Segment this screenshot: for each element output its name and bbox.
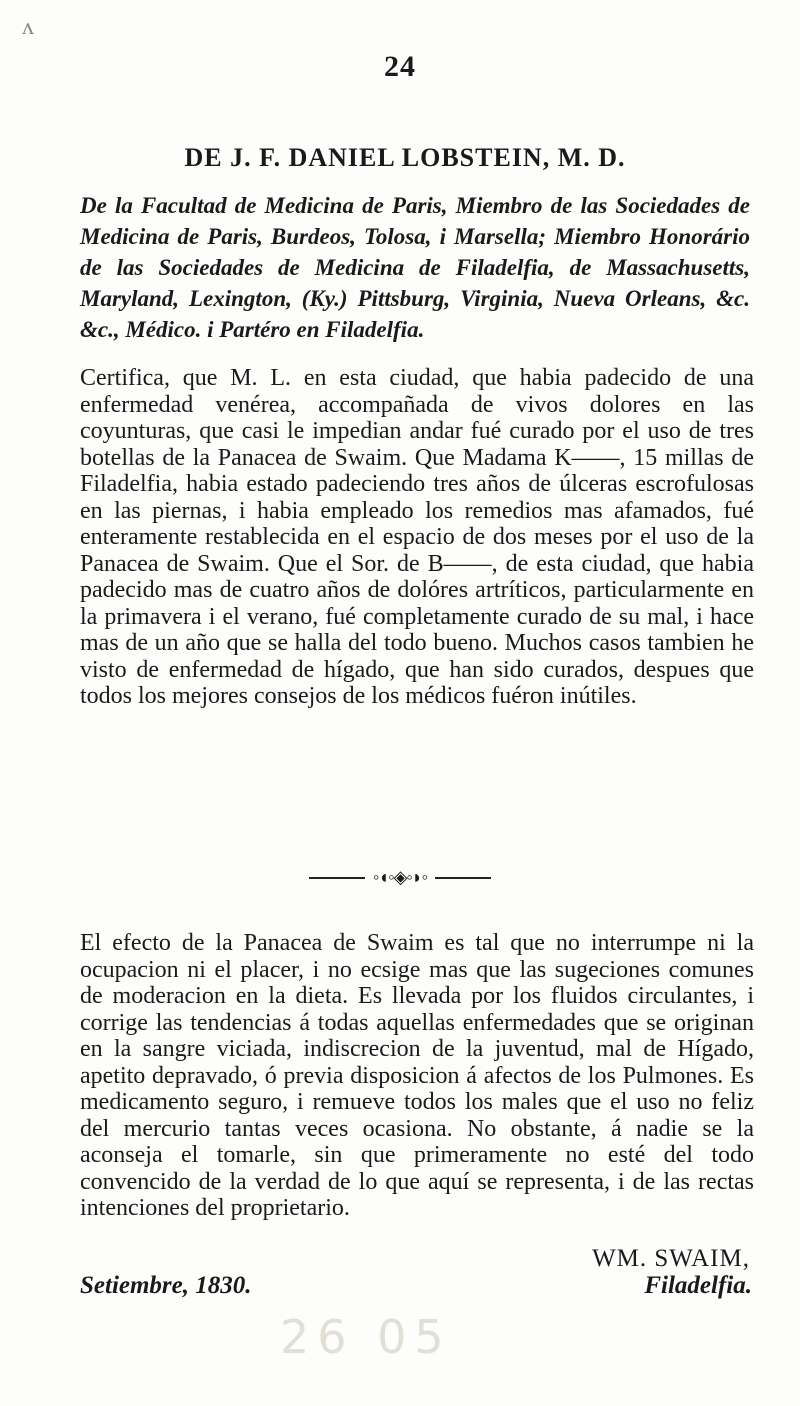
- certificate-credentials: De la Facultad de Medicina de Paris, Miembro de las Sociedades de Medicina de Paris, Burdeos, Tolosa, i Marsella; Miembro Honorário de las Sociedades de Medicina de Filadelfia, de Massachusetts, Maryland, Lexington, (Ky.) Pittsburg, Virginia, Nueva Orleans, &c. &c., Médico. i Partéro en Filadelfia.: [80, 193, 750, 342]
- corner-mark: ʌ: [22, 14, 34, 40]
- page-number: 24: [384, 50, 416, 83]
- notice-paragraph: El efecto de la Panacea de Swaim es tal que no interrumpe ni la ocupacion ni el placer, i no ecsige mas que las sugeciones comunes de moderacion en la dieta. Es llevada por los fluidos circulantes, i corrige las tendencias á todas aquellas enfermedades que se originan en la sangre viciada, indiscrecion de la juventud, mal de Hígado, apetito depravado, ó previa disposicion á afectos de los Pulmones. Es medicamento seguro, i remueve todos los males que el uso no feliz del mercurio tantas veces ocasiona. No obstante, á nadie se la aconseja el tomarle, sin que primeramente no esté del todo convencido de la verdad de lo que aquí se representa, i de las rectas intenciones del proprietario.: [80, 930, 754, 1221]
- divider-ornament: ◦◖◦◈◦◗◦: [372, 867, 428, 888]
- signer-place: Filadelfia.: [644, 1272, 752, 1299]
- date-line: Setiembre, 1830.: [80, 1272, 252, 1299]
- library-stamp: 26 05: [280, 1310, 452, 1364]
- certificate-text: Certifica, que M. L. en esta ciudad, que habia padecido de una enfermedad venérea, accompañada de vivos dolores en las coyunturas, que casi le impedian andar fué curado por el uso de tres botellas de la Panacea de Swaim. Que Madama K——, 15 millas de Filadelfia, habia estado padeciendo tres años de úlceras escrofulosas en las piernas, i habia empleado los remedios mas afamados, fué enteramente restablecida en el espacio de dos meses por el uso de la Panacea de Swaim. Que el Sor. de B——, de esta ciudad, que habia padecido mas de cuatro años de dolóres artríticos, particularmente en la primavera i el verano, fué completamente curado de su mal, i hace mas de un año que se halla del todo bueno. Muchos casos tambien he visto de enfermedad de hígado, que han sido curados, despues que todos los mejores consejos de los médicos fuéron inútiles.: [80, 365, 754, 709]
- divider-rule-left: [309, 877, 365, 879]
- divider-rule-right: [435, 877, 491, 879]
- section-divider: [0, 866, 800, 888]
- certificate-heading: DE J. F. DANIEL LOBSTEIN, M. D.: [184, 143, 626, 172]
- signer-name: WM. SWAIM,: [592, 1245, 750, 1272]
